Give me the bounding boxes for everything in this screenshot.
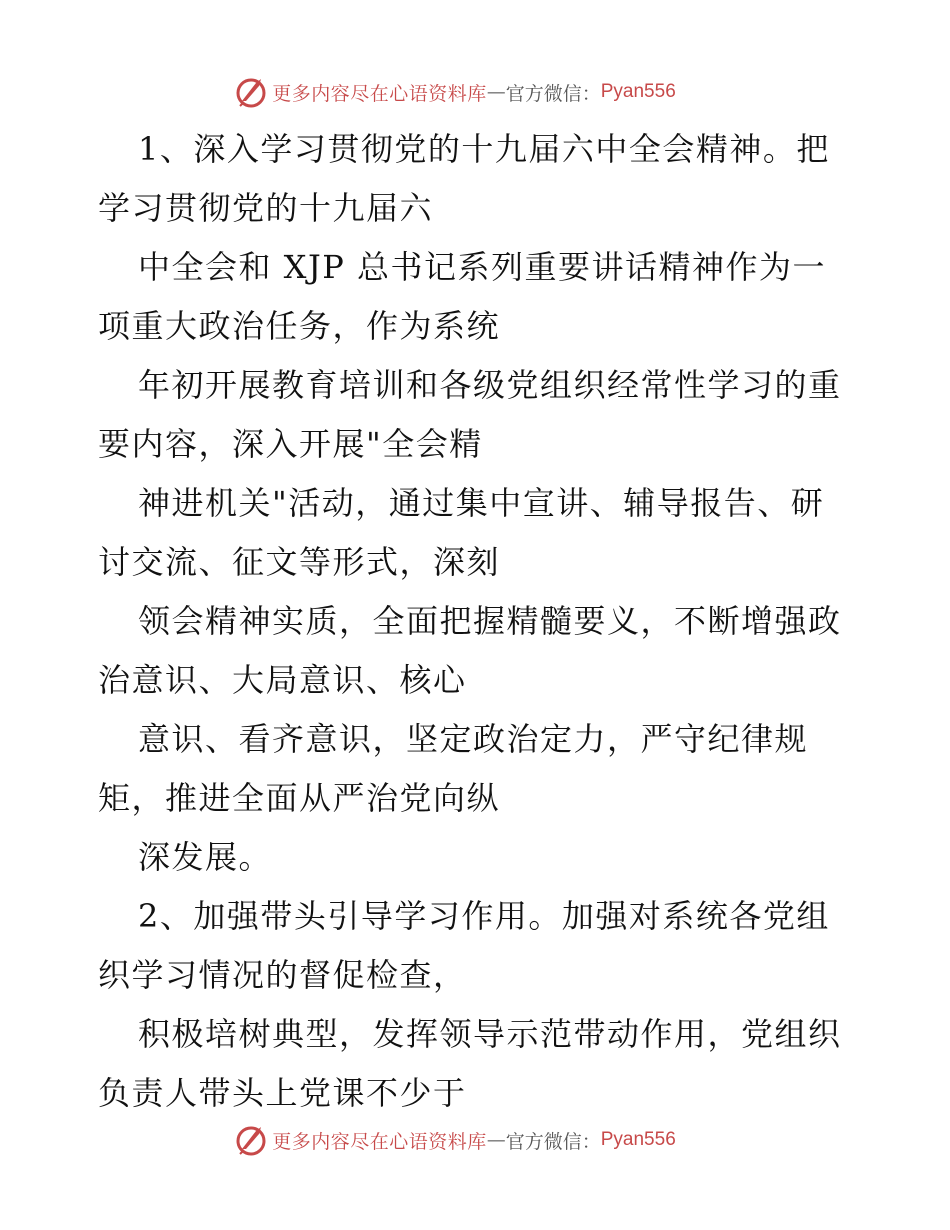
body-line: 深发展。 xyxy=(138,838,273,876)
body-line: 矩，推进全面从严治党向纵 xyxy=(98,779,501,817)
body-line: 领会精神实质，全面把握精髓要义，不断增强政 xyxy=(138,602,842,640)
footer-watermark-banner xyxy=(0,1120,950,1160)
document-body xyxy=(98,120,858,1123)
banner-wechat-id: Pyan556 xyxy=(600,81,676,102)
banner-wechat-label: 官方微信： xyxy=(505,82,601,105)
banner-slogan: 更多内容尽在心语资料库 xyxy=(272,82,487,105)
body-line: 中全会和 XJP 总书记系列重要讲话精神作为一 xyxy=(138,248,826,286)
body-line: 治意识、大局意识、核心 xyxy=(98,661,467,699)
banner-separator: — xyxy=(486,81,506,103)
body-line: 年初开展教育培训和各级党组织经常性学习的重 xyxy=(138,366,842,404)
body-line: 讨交流、征文等形式，深刻 xyxy=(98,543,501,581)
banner-slogan: 更多内容尽在心语资料库 xyxy=(272,1130,487,1153)
body-line: 神进机关"活动，通过集中宣讲、辅导报告、研 xyxy=(138,484,825,522)
body-line: 项重大政治任务，作为系统 xyxy=(98,307,501,345)
body-line: 要内容，深入开展"全会精 xyxy=(98,425,483,463)
body-line: 1、深入学习贯彻党的十九届六中全会精神。把 xyxy=(138,130,830,168)
body-line: 积极培树典型，发挥领导示范带动作用，党组织 xyxy=(138,1015,842,1053)
header-watermark-banner xyxy=(0,72,950,112)
quill-logo-icon xyxy=(234,1123,268,1157)
body-line: 负责人带头上党课不少于 xyxy=(98,1074,467,1112)
body-line: 学习贯彻党的十九届六 xyxy=(98,189,434,227)
body-line: 意识、看齐意识，坚定政治定力，严守纪律规 xyxy=(138,720,809,758)
banner-wechat-label: 官方微信： xyxy=(505,1130,601,1153)
banner-wechat-id: Pyan556 xyxy=(600,1129,676,1150)
quill-logo-icon xyxy=(234,75,268,109)
body-line: 2、加强带头引导学习作用。加强对系统各党组 xyxy=(138,897,830,935)
body-line: 织学习情况的督促检查， xyxy=(98,956,467,994)
banner-separator: — xyxy=(486,1129,506,1151)
